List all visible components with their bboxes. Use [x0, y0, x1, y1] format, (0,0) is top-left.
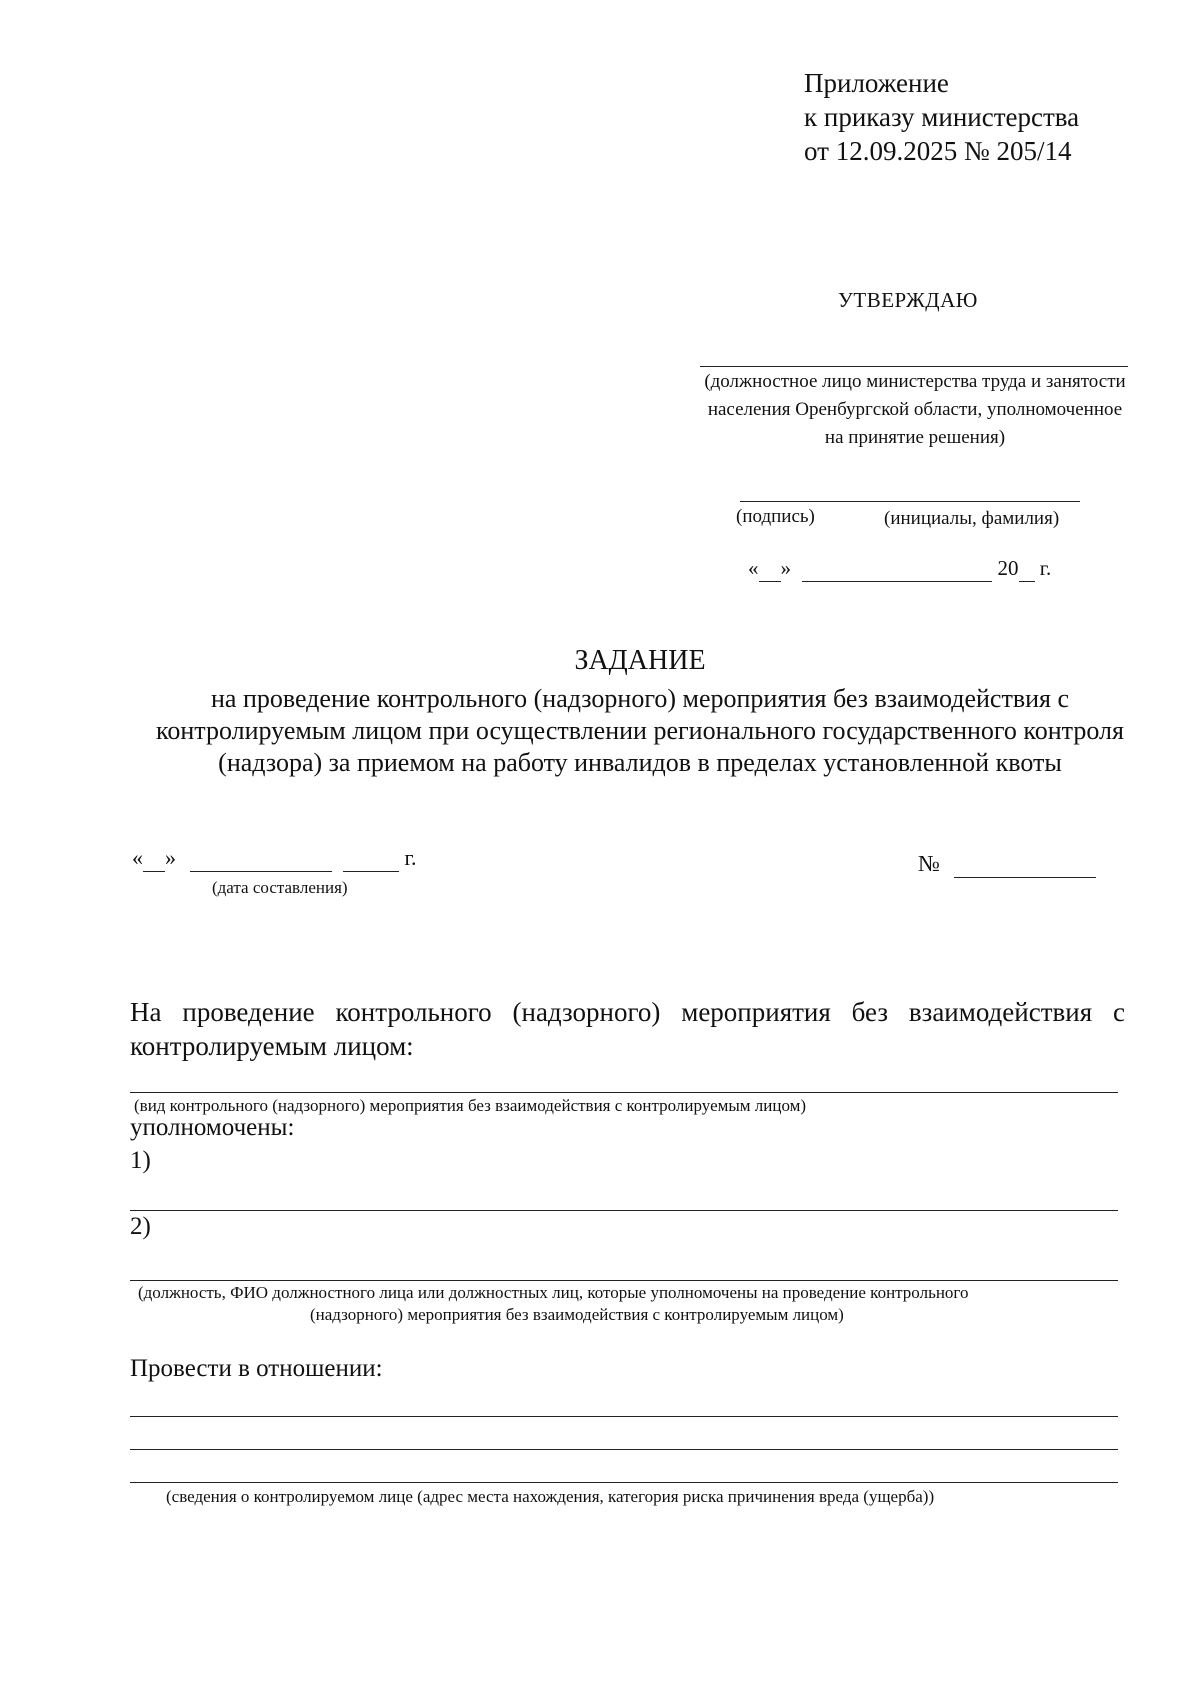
month-blank: [190, 845, 332, 872]
event-type-line: [130, 1092, 1118, 1093]
year-suffix: г.: [1039, 556, 1052, 580]
official-signature-line: [700, 366, 1128, 367]
official-2-line: [130, 1280, 1118, 1281]
year-prefix: 20: [997, 556, 1019, 580]
controlled-person-line-1: [130, 1416, 1118, 1417]
officials-caption-line2: (надзорного) мероприятия без взаимодействия с контролируемым лицом): [310, 1305, 844, 1324]
official-item-2: 2): [130, 1213, 151, 1240]
year-blank: [343, 845, 399, 872]
day-blank: [759, 556, 781, 582]
date-close-quote: »: [165, 845, 176, 870]
basis-text: На проведение контрольного (надзорного) мероприятия без взаимодействия с контролируемым лицом:: [130, 997, 1125, 1061]
document-subject: на проведение контрольного (надзорного) мероприятия без взаимодействия с контролируемым лицом при осуществлении регионального государственного контроля (надзора) за приемом на работу инвалидов в пределах установленной квоты: [156, 684, 1124, 777]
appendix-label: Приложение: [804, 68, 949, 98]
document-title: ЗАДАНИЕ: [574, 645, 706, 676]
compilation-date: [132, 845, 417, 872]
date-caption: (дата составления): [212, 878, 348, 897]
approval-title: УТВЕРЖДАЮ: [838, 288, 978, 312]
number-sign: №: [918, 851, 940, 876]
date-open-quote: «: [132, 845, 143, 870]
name-caption: (инициалы, фамилия): [884, 508, 1060, 529]
year-blank: [1019, 556, 1035, 582]
date-suffix: г.: [404, 845, 417, 870]
official-1-line: [130, 1210, 1118, 1211]
task-number: [918, 851, 1096, 878]
officials-caption-line1: (должность, ФИО должностного лица или должностных лиц, которые уполномочены на проведение контрольного: [138, 1283, 969, 1302]
signature-name-line: [740, 501, 1080, 502]
order-reference: к приказу министерства: [804, 102, 1080, 132]
appendix-header: [804, 66, 1079, 168]
order-date-number: от 12.09.2025 № 205/14: [804, 136, 1072, 166]
number-blank: [954, 851, 1096, 878]
event-type-caption: (вид контрольного (надзорного) мероприятия без взаимодействия с контролируемым лицом): [134, 1096, 807, 1115]
controlled-person-caption: (сведения о контролируемом лице (адрес места нахождения, категория риска причинения вреда (ущерба)): [166, 1487, 935, 1506]
official-item-1: 1): [130, 1147, 151, 1174]
month-blank: [802, 556, 992, 582]
date-close-quote: »: [780, 556, 791, 580]
controlled-person-line-3: [130, 1482, 1118, 1483]
official-caption: (должностное лицо министерства труда и занятости населения Оренбургской области, уполномоченное на принятие решения): [704, 371, 1126, 448]
signature-caption: (подпись): [736, 506, 815, 527]
controlled-person-line-2: [130, 1449, 1118, 1450]
approval-date: [748, 556, 1051, 582]
conduct-label: Провести в отношении:: [130, 1355, 383, 1382]
date-open-quote: «: [748, 556, 759, 580]
day-blank: [143, 845, 165, 872]
authorized-label: уполномочены:: [130, 1114, 295, 1141]
